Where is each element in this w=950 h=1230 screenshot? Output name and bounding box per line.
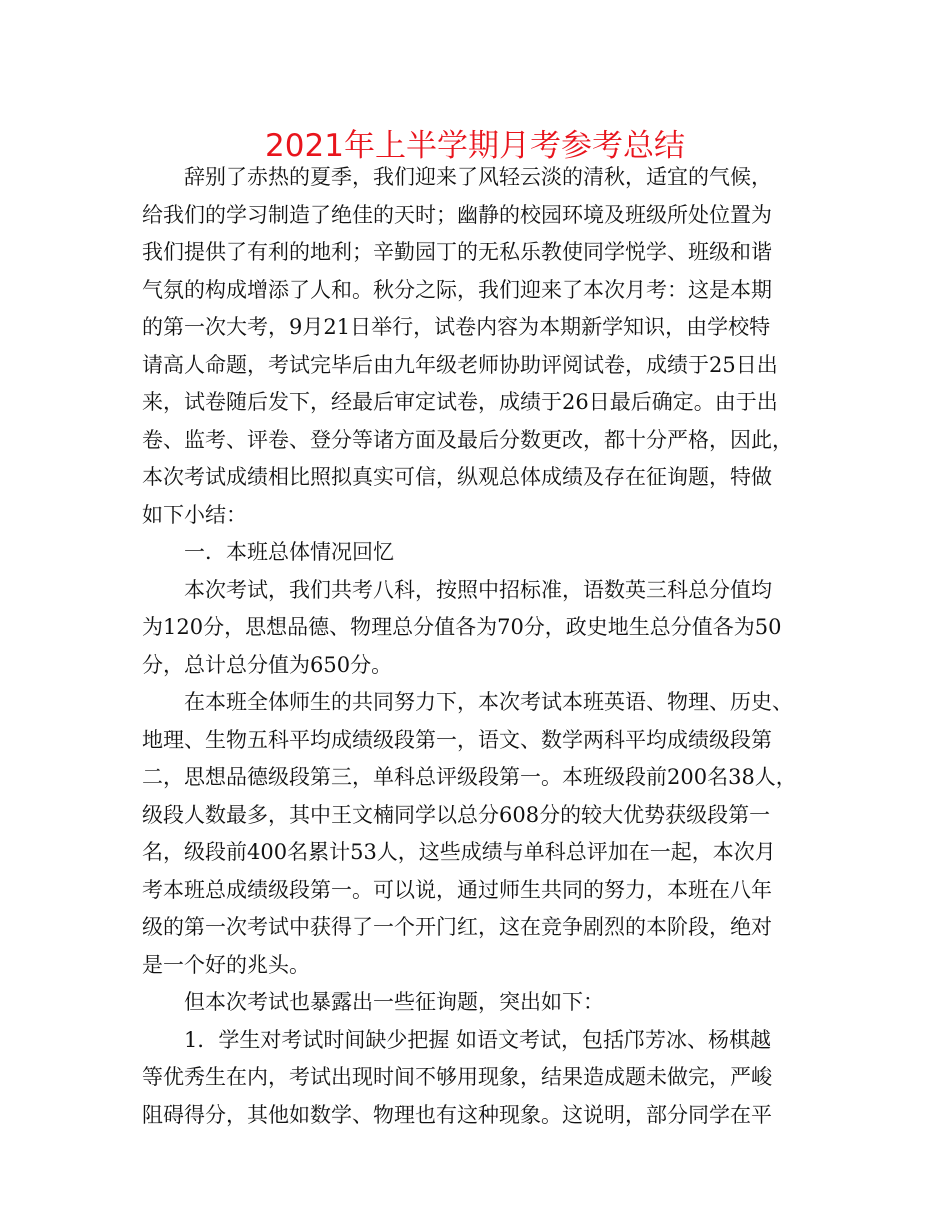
body-line: 等优秀生在内，考试出现时间不够用现象，结果造成题未做完，严峻 [142, 1065, 772, 1089]
document-body [142, 159, 814, 1134]
body-line: 为120分，思想品德、物理总分值各为70分，政史地生总分值各为50 [142, 615, 782, 639]
body-line: 给我们的学习制造了绝佳的天时；幽静的校园环境及班级所处位置为 [142, 202, 772, 227]
document-title: 2021年上半学期月考参考总结 [265, 128, 685, 164]
body-line: 我们提供了有利的地利；辛勤园丁的无私乐教使同学悦学、班级和谐 [142, 240, 772, 264]
body-line: 如下小结： [142, 502, 247, 527]
body-line: 级段人数最多，其中王文楠同学以总分608分的较大优势获级段第一 [142, 802, 771, 827]
body-line: 的第一次大考，9月21日举行，试卷内容为本期新学知识，由学校特 [142, 315, 771, 339]
body-line: 本次考试成绩相比照拟真实可信，纵观总体成绩及存在征询题，特做 [142, 465, 772, 489]
body-line: 是一个好的兆头。 [142, 952, 310, 977]
body-line: 级的第一次考试中获得了一个开门红，这在竞争剧烈的本阶段，绝对 [142, 915, 772, 939]
body-line: 二，思想品德级段第三，单科总评级段第一。本班级段前200名38人， [142, 765, 797, 789]
body-line: 气氛的构成增添了人和。秋分之际，我们迎来了本次月考：这是本期 [142, 277, 772, 302]
body-line: 阻碍得分，其他如数学、物理也有这种现象。这说明，部分同学在平 [142, 1102, 772, 1127]
body-line: 名，级段前400名累计53人，这些成绩与单科总评加在一起，本次月 [142, 840, 776, 864]
body-line: 来，试卷随后发下，经最后审定试卷，成绩于26日最后确定。由于出 [142, 390, 778, 414]
body-line: 在本班全体师生的共同努力下，本次考试本班英语、物理、历史、 [184, 690, 793, 714]
body-line: 辞别了赤热的夏季，我们迎来了风轻云淡的清秋，适宜的气候， [184, 165, 772, 189]
body-line: 1．学生对考试时间缺少把握 如语文考试，包括邝芳冰、杨棋越 [184, 1027, 772, 1052]
body-line: 但本次考试也暴露出一些征询题，突出如下： [184, 990, 604, 1014]
body-line: 本次考试，我们共考八科，按照中招标准，语数英三科总分值均 [184, 577, 772, 602]
body-line: 卷、监考、评卷、登分等诸方面及最后分数更改，都十分严格，因此， [142, 427, 793, 452]
body-line: 地理、生物五科平均成绩级段第一，语文、数学两科平均成绩级段第 [142, 727, 772, 752]
body-line: 分，总计总分值为650分。 [142, 652, 393, 677]
body-line: 考本班总成绩级段第一。可以说，通过师生共同的努力，本班在八年 [142, 877, 772, 902]
body-line: 请高人命题，考试完毕后由九年级老师协助评阅试卷，成绩于25日出 [142, 352, 778, 377]
body-line: 一．本班总体情况回忆 [184, 540, 394, 564]
